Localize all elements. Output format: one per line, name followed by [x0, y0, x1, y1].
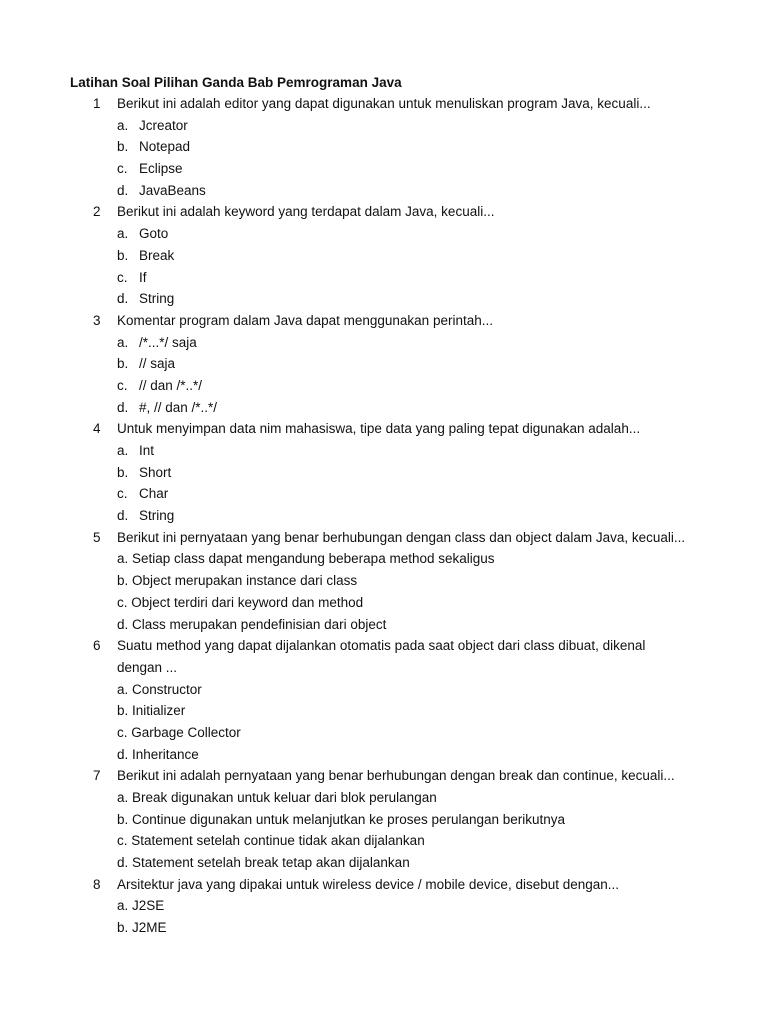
question-text: Berikut ini adalah keyword yang terdapat dalam Java, kecuali...: [117, 204, 495, 220]
option-letter: d.: [117, 291, 129, 307]
question-item: [0, 765, 768, 873]
answer-option: [0, 592, 768, 614]
option-text: If: [139, 269, 147, 285]
question-line: [0, 657, 768, 679]
question-text: Berikut ini adalah editor yang dapat digunakan untuk menuliskan program Java, kecuali...: [117, 96, 651, 111]
option-text: d. Class merupakan pendefinisian dari object: [117, 616, 387, 632]
option-text: a. Constructor: [117, 681, 202, 697]
question-text: dengan ...: [117, 659, 178, 675]
option-letter: a.: [117, 334, 129, 350]
option-text: b. J2ME: [117, 920, 167, 936]
answer-option: [0, 158, 768, 180]
question-item: [0, 201, 768, 309]
question-number: 5: [93, 529, 101, 545]
answer-option: [0, 570, 768, 592]
answer-option: [0, 288, 768, 310]
answer-option: [0, 136, 768, 158]
option-letter: b.: [117, 464, 129, 480]
answer-option: [0, 267, 768, 289]
option-text: b. Continue digunakan untuk melanjutkan ke proses perulangan berikutnya: [117, 811, 566, 827]
option-text: Jcreator: [139, 117, 188, 133]
question-item: [0, 635, 768, 765]
option-letter: d.: [117, 182, 129, 198]
answer-option: [0, 852, 768, 874]
question-number: 3: [93, 312, 101, 328]
option-text: // saja: [139, 356, 176, 372]
question-item: [0, 874, 768, 939]
answer-option: [0, 722, 768, 744]
option-letter: d.: [117, 399, 129, 415]
question-line: [0, 418, 768, 440]
option-text: a. Setiap class dapat mengandung beberapa method sekaligus: [117, 551, 495, 567]
question-line: [0, 201, 768, 223]
answer-option: [0, 809, 768, 831]
option-letter: c.: [117, 486, 128, 502]
question-text: Komentar program dalam Java dapat menggunakan perintah...: [117, 312, 493, 328]
option-letter: b.: [117, 139, 129, 155]
question-text: Suatu method yang dapat dijalankan otomatis pada saat object dari class dibuat, dikenal: [117, 638, 646, 654]
option-text: c. Statement setelah continue tidak akan dijalankan: [117, 833, 425, 849]
option-text: Notepad: [139, 139, 191, 155]
question-line: [0, 93, 768, 115]
question-line: [0, 310, 768, 332]
answer-option: [0, 505, 768, 527]
question-number: 7: [93, 768, 101, 784]
option-letter: a.: [117, 117, 129, 133]
answer-option: [0, 375, 768, 397]
option-letter: c.: [117, 377, 128, 393]
option-letter: c.: [117, 269, 128, 285]
option-text: c. Object terdiri dari keyword dan method: [117, 594, 364, 610]
option-letter: a.: [117, 226, 129, 242]
answer-option: [0, 744, 768, 766]
question-line: [0, 874, 768, 896]
question-item: [0, 93, 768, 201]
answer-option: [0, 483, 768, 505]
option-text: Break: [139, 247, 175, 263]
answer-option: [0, 223, 768, 245]
option-text: d. Inheritance: [117, 746, 199, 762]
answer-option: [0, 245, 768, 267]
answer-option: [0, 548, 768, 570]
answer-option: [0, 787, 768, 809]
option-letter: b.: [117, 356, 129, 372]
option-letter: c.: [117, 161, 128, 177]
option-text: JavaBeans: [139, 182, 206, 198]
answer-option: [0, 679, 768, 701]
question-number: 1: [93, 96, 101, 111]
question-line: [0, 635, 768, 657]
answer-option: [0, 397, 768, 419]
option-text: Short: [139, 464, 172, 480]
option-text: b. Object merupakan instance dari class: [117, 573, 358, 589]
question-number: 8: [93, 876, 101, 892]
question-text: Arsitektur java yang dipakai untuk wireless device / mobile device, disebut dengan...: [117, 876, 620, 892]
option-text: String: [139, 291, 175, 307]
option-text: Int: [139, 443, 155, 458]
answer-option: [0, 115, 768, 137]
question-text: Untuk menyimpan data nim mahasiswa, tipe data yang paling tepat digunakan adalah...: [117, 421, 641, 437]
option-text: a. Break digunakan untuk keluar dari blok perulangan: [117, 790, 437, 805]
option-text: Eclipse: [139, 161, 183, 177]
question-text: Berikut ini pernyataan yang benar berhubungan dengan class dan object dalam Java, kecuali...: [117, 529, 686, 545]
option-text: String: [139, 508, 175, 524]
document-title: Latihan Soal Pilihan Ganda Bab Pemrograman Java: [70, 75, 402, 90]
answer-option: [0, 895, 768, 917]
option-letter: a.: [117, 443, 129, 458]
option-text: Goto: [139, 226, 169, 242]
option-letter: d.: [117, 508, 129, 524]
question-text: Berikut ini adalah pernyataan yang benar berhubungan dengan break dan continue, kecuali...: [117, 768, 675, 784]
question-item: [0, 527, 768, 635]
question-line: [0, 765, 768, 787]
question-list: [0, 93, 768, 939]
option-text: /*...*/ saja: [139, 334, 197, 350]
answer-option: [0, 830, 768, 852]
answer-option: [0, 353, 768, 375]
question-item: [0, 418, 768, 526]
answer-option: [0, 700, 768, 722]
answer-option: [0, 180, 768, 202]
option-text: Char: [139, 486, 169, 502]
question-number: 2: [93, 204, 101, 220]
answer-option: [0, 332, 768, 354]
option-text: a. J2SE: [117, 898, 165, 914]
option-text: d. Statement setelah break tetap akan dijalankan: [117, 855, 410, 871]
question-number: 6: [93, 638, 101, 654]
question-line: [0, 527, 768, 549]
answer-option: [0, 614, 768, 636]
option-text: // dan /*..*/: [139, 377, 203, 393]
answer-option: [0, 462, 768, 484]
option-text: #, // dan /*..*/: [139, 399, 218, 415]
option-text: c. Garbage Collector: [117, 724, 241, 740]
answer-option: [0, 440, 768, 462]
question-item: [0, 310, 768, 418]
option-text: b. Initializer: [117, 703, 186, 719]
option-letter: b.: [117, 247, 129, 263]
answer-option: [0, 917, 768, 939]
question-number: 4: [93, 421, 101, 437]
